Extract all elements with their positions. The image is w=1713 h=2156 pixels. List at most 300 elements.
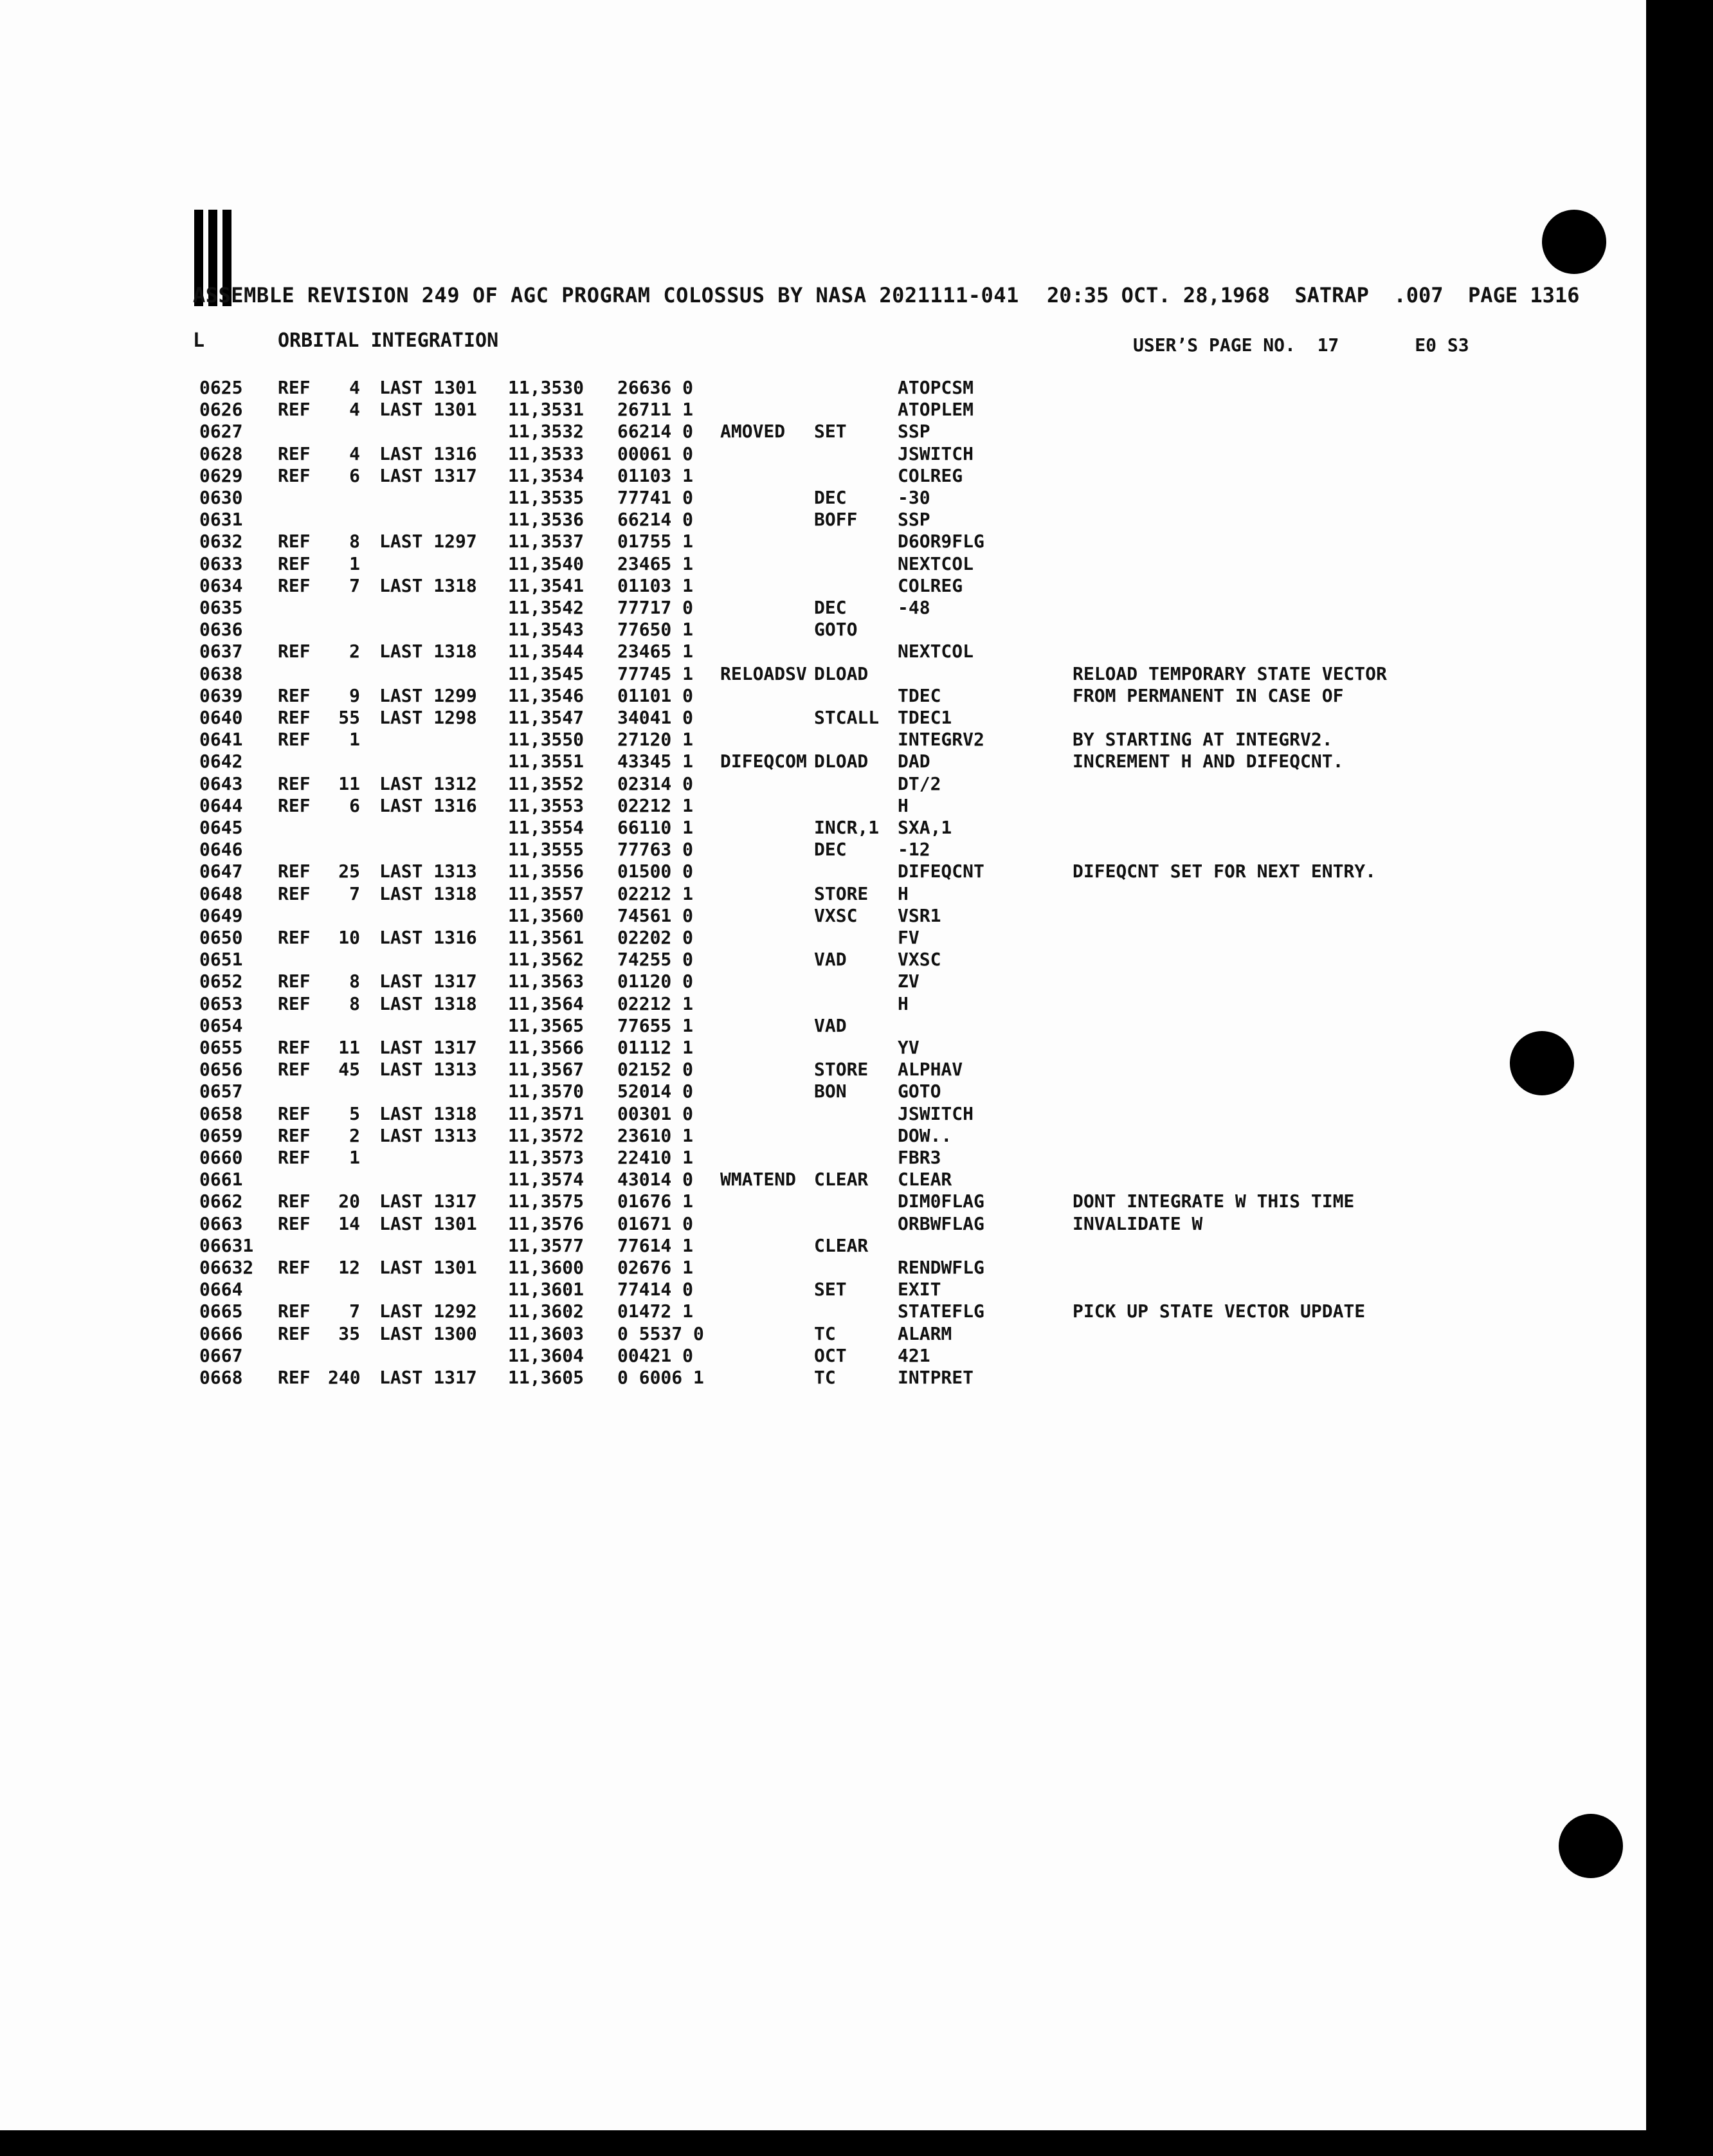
opcode: VAD — [814, 1014, 847, 1036]
listing-row — [0, 905, 1646, 927]
operand: COLREG — [898, 574, 963, 596]
address: 11,3553 — [508, 794, 585, 816]
line-number: 0654 — [199, 1014, 243, 1036]
line-number: 0633 — [199, 553, 243, 574]
punch-hole-bottom — [1559, 1814, 1623, 1878]
ref-marker: REF — [278, 729, 311, 751]
listing-row — [0, 707, 1646, 729]
address: 11,3600 — [508, 1257, 585, 1278]
listing-row — [0, 1015, 1646, 1037]
octal-word: 02212 1 — [617, 992, 694, 1014]
operand: SSP — [898, 509, 930, 531]
address: 11,3536 — [508, 509, 585, 531]
operand: TDEC1 — [898, 707, 952, 728]
ref-count: 11 — [338, 772, 360, 794]
ref-count: 8 — [349, 971, 360, 992]
octal-word: 66110 1 — [617, 817, 694, 838]
listing-row — [0, 619, 1646, 641]
address: 11,3575 — [508, 1191, 585, 1212]
operand: JSWITCH — [898, 443, 974, 464]
ref-count: 6 — [349, 464, 360, 486]
ref-count: 55 — [338, 707, 360, 728]
listing-row — [0, 465, 1646, 487]
label: AMOVED — [720, 421, 786, 443]
last-ref: LAST 1317 — [379, 1037, 477, 1058]
line-number: 0665 — [199, 1301, 243, 1322]
listing-row — [0, 883, 1646, 905]
ref-marker: REF — [278, 1102, 311, 1124]
line-number: 0662 — [199, 1191, 243, 1212]
listing-row — [0, 685, 1646, 707]
address: 11,3554 — [508, 817, 585, 838]
comment: DONT INTEGRATE W THIS TIME — [1073, 1191, 1355, 1212]
opcode: SET — [814, 421, 847, 443]
ref-marker: REF — [278, 684, 311, 706]
line-number: 06632 — [199, 1257, 254, 1278]
address: 11,3566 — [508, 1037, 585, 1058]
ref-count: 9 — [349, 684, 360, 706]
opcode: BON — [814, 1081, 847, 1102]
last-ref: LAST 1318 — [379, 574, 477, 596]
line-number: 0651 — [199, 949, 243, 971]
ref-count: 240 — [328, 1367, 361, 1388]
ref-marker: REF — [278, 1212, 311, 1234]
listing-row — [0, 1257, 1646, 1279]
ref-marker: REF — [278, 531, 311, 553]
last-ref: LAST 1318 — [379, 1102, 477, 1124]
listing-row — [0, 1301, 1646, 1322]
octal-word: 23465 1 — [617, 553, 694, 574]
ref-count: 25 — [338, 861, 360, 882]
address: 11,3547 — [508, 707, 585, 728]
octal-word: 34041 0 — [617, 707, 694, 728]
octal-word: 02202 0 — [617, 927, 694, 948]
last-ref: LAST 1316 — [379, 443, 477, 464]
comment: DIFEQCNT SET FOR NEXT ENTRY. — [1073, 861, 1377, 882]
listing-row — [0, 1213, 1646, 1235]
octal-word: 77763 0 — [617, 839, 694, 861]
address: 11,3576 — [508, 1212, 585, 1234]
last-ref: LAST 1298 — [379, 707, 477, 728]
octal-word: 43014 0 — [617, 1169, 694, 1191]
last-ref: LAST 1301 — [379, 1257, 477, 1278]
listing-row — [0, 377, 1646, 399]
listing-row — [0, 1279, 1646, 1301]
ref-count: 7 — [349, 574, 360, 596]
ref-marker: REF — [278, 1191, 311, 1212]
ref-count: 4 — [349, 443, 360, 464]
operand: STATEFLG — [898, 1301, 984, 1322]
last-ref: LAST 1313 — [379, 1059, 477, 1081]
address: 11,3563 — [508, 971, 585, 992]
line-number: 0646 — [199, 839, 243, 861]
octal-word: 43345 1 — [617, 751, 694, 772]
ref-marker: REF — [278, 464, 311, 486]
octal-word: 00301 0 — [617, 1102, 694, 1124]
octal-word: 77655 1 — [617, 1014, 694, 1036]
ref-count: 4 — [349, 377, 360, 398]
ref-count: 7 — [349, 882, 360, 904]
operand: JSWITCH — [898, 1102, 974, 1124]
octal-word: 01112 1 — [617, 1037, 694, 1058]
operand: 421 — [898, 1344, 930, 1366]
address: 11,3532 — [508, 421, 585, 443]
ref-marker: REF — [278, 707, 311, 728]
octal-word: 02212 1 — [617, 882, 694, 904]
listing-row — [0, 1191, 1646, 1212]
address: 11,3556 — [508, 861, 585, 882]
address: 11,3533 — [508, 443, 585, 464]
octal-word: 77741 0 — [617, 487, 694, 508]
listing-row — [0, 1367, 1646, 1389]
operand: NEXTCOL — [898, 641, 974, 662]
ref-marker: REF — [278, 377, 311, 398]
line-number: 0667 — [199, 1344, 243, 1366]
last-ref: LAST 1317 — [379, 1367, 477, 1388]
operand: H — [898, 882, 909, 904]
line-number: 0656 — [199, 1059, 243, 1081]
last-ref: LAST 1318 — [379, 992, 477, 1014]
ref-count: 1 — [349, 1147, 360, 1168]
last-ref: LAST 1313 — [379, 861, 477, 882]
octal-word: 01472 1 — [617, 1301, 694, 1322]
last-ref: LAST 1301 — [379, 399, 477, 421]
last-ref: LAST 1317 — [379, 971, 477, 992]
line-number: 0660 — [199, 1147, 243, 1168]
listing-row — [0, 509, 1646, 531]
ref-count: 5 — [349, 1102, 360, 1124]
address: 11,3603 — [508, 1322, 585, 1344]
opcode: DLOAD — [814, 662, 869, 684]
opcode: CLEAR — [814, 1169, 869, 1191]
operand: ZV — [898, 971, 920, 992]
octal-word: 23610 1 — [617, 1124, 694, 1146]
line-number: 0637 — [199, 641, 243, 662]
line-number: 0625 — [199, 377, 243, 398]
octal-word: 27120 1 — [617, 729, 694, 751]
listing-row — [0, 795, 1646, 817]
operand: H — [898, 992, 909, 1014]
label: WMATEND — [720, 1169, 797, 1191]
assembly-header: ASSEMBLE REVISION 249 OF AGC PROGRAM COLOSSUS BY NASA 2021111-041 — [193, 283, 1019, 307]
address: 11,3577 — [508, 1234, 585, 1256]
last-ref: LAST 1292 — [379, 1301, 477, 1322]
line-number: 0644 — [199, 794, 243, 816]
comment: PICK UP STATE VECTOR UPDATE — [1073, 1301, 1366, 1322]
ref-marker: REF — [278, 1301, 311, 1322]
listing-row — [0, 927, 1646, 949]
line-number: 0668 — [199, 1367, 243, 1388]
line-number: 0632 — [199, 531, 243, 553]
user-page-number: USER’S PAGE NO. 17 E0 S3 — [1133, 334, 1469, 356]
octal-word: 66214 0 — [617, 421, 694, 443]
listing-row — [0, 641, 1646, 662]
opcode: DLOAD — [814, 751, 869, 772]
ref-count: 2 — [349, 1124, 360, 1146]
line-number: 0638 — [199, 662, 243, 684]
line-number: 0647 — [199, 861, 243, 882]
comment: BY STARTING AT INTEGRV2. — [1073, 729, 1333, 751]
address: 11,3542 — [508, 597, 585, 618]
address: 11,3534 — [508, 464, 585, 486]
address: 11,3570 — [508, 1081, 585, 1102]
listing-row — [0, 663, 1646, 685]
line-number: 0664 — [199, 1279, 243, 1301]
listing-row — [0, 861, 1646, 882]
operand: NEXTCOL — [898, 553, 974, 574]
octal-word: 52014 0 — [617, 1081, 694, 1102]
octal-word: 01755 1 — [617, 531, 694, 553]
line-number: 0650 — [199, 927, 243, 948]
address: 11,3601 — [508, 1279, 585, 1301]
ref-count: 1 — [349, 553, 360, 574]
operand: -12 — [898, 839, 930, 861]
operand: VXSC — [898, 949, 941, 971]
address: 11,3550 — [508, 729, 585, 751]
opcode: INCR,1 — [814, 817, 880, 838]
ref-marker: REF — [278, 1037, 311, 1058]
last-ref: LAST 1299 — [379, 684, 477, 706]
listing-row — [0, 839, 1646, 861]
listing-row — [0, 1169, 1646, 1191]
last-ref: LAST 1316 — [379, 927, 477, 948]
octal-word: 01120 0 — [617, 971, 694, 992]
opcode: SET — [814, 1279, 847, 1301]
line-number: 0635 — [199, 597, 243, 618]
last-ref: LAST 1313 — [379, 1124, 477, 1146]
opcode: BOFF — [814, 509, 858, 531]
listing-row — [0, 443, 1646, 465]
line-number: 0639 — [199, 684, 243, 706]
label: DIFEQCOM — [720, 751, 807, 772]
operand: DIFEQCNT — [898, 861, 984, 882]
line-number: 0628 — [199, 443, 243, 464]
address: 11,3602 — [508, 1301, 585, 1322]
operand: DAD — [898, 751, 930, 772]
section-title: ORBITAL INTEGRATION — [278, 329, 499, 352]
section-marker: L — [193, 329, 205, 352]
opcode: DEC — [814, 487, 847, 508]
line-number: 06631 — [199, 1234, 254, 1256]
listing-row — [0, 1323, 1646, 1345]
operand: FV — [898, 927, 920, 948]
ref-count: 4 — [349, 399, 360, 421]
address: 11,3537 — [508, 531, 585, 553]
line-number: 0666 — [199, 1322, 243, 1344]
ref-count: 7 — [349, 1301, 360, 1322]
listing-row — [0, 531, 1646, 553]
listing-row — [0, 949, 1646, 971]
operand: SXA,1 — [898, 817, 952, 838]
octal-word: 23465 1 — [617, 641, 694, 662]
listing-row — [0, 971, 1646, 992]
opcode: VXSC — [814, 904, 858, 926]
line-number: 0645 — [199, 817, 243, 838]
operand: DOW.. — [898, 1124, 952, 1146]
last-ref: LAST 1301 — [379, 377, 477, 398]
ref-count: 1 — [349, 729, 360, 751]
ref-marker: REF — [278, 399, 311, 421]
octal-word: 77717 0 — [617, 597, 694, 618]
ref-marker: REF — [278, 927, 311, 948]
address: 11,3560 — [508, 904, 585, 926]
listing-row — [0, 553, 1646, 575]
ref-marker: REF — [278, 443, 311, 464]
comment: FROM PERMANENT IN CASE OF — [1073, 684, 1344, 706]
ref-marker: REF — [278, 1147, 311, 1168]
octal-word: 22410 1 — [617, 1147, 694, 1168]
opcode: STCALL — [814, 707, 880, 728]
address: 11,3552 — [508, 772, 585, 794]
line-number: 0661 — [199, 1169, 243, 1191]
opcode: DEC — [814, 597, 847, 618]
opcode: TC — [814, 1322, 836, 1344]
last-ref: LAST 1317 — [379, 464, 477, 486]
operand: SSP — [898, 421, 930, 443]
comment: INVALIDATE W — [1073, 1212, 1203, 1234]
listing-row — [0, 1103, 1646, 1125]
last-ref: LAST 1301 — [379, 1212, 477, 1234]
line-number: 0663 — [199, 1212, 243, 1234]
opcode: CLEAR — [814, 1234, 869, 1256]
octal-word: 02212 1 — [617, 794, 694, 816]
operand: RENDWFLG — [898, 1257, 984, 1278]
listing-row — [0, 421, 1646, 443]
ref-marker: REF — [278, 882, 311, 904]
line-number: 0627 — [199, 421, 243, 443]
operand: -30 — [898, 487, 930, 508]
last-ref: LAST 1318 — [379, 882, 477, 904]
octal-word: 26636 0 — [617, 377, 694, 398]
line-number: 0642 — [199, 751, 243, 772]
operand: FBR3 — [898, 1147, 941, 1168]
address: 11,3531 — [508, 399, 585, 421]
ref-marker: REF — [278, 861, 311, 882]
line-number: 0657 — [199, 1081, 243, 1102]
octal-word: 74255 0 — [617, 949, 694, 971]
operand: ALARM — [898, 1322, 952, 1344]
listing-row — [0, 1235, 1646, 1257]
ref-count: 8 — [349, 992, 360, 1014]
octal-word: 66214 0 — [617, 509, 694, 531]
address: 11,3530 — [508, 377, 585, 398]
operand: ALPHAV — [898, 1059, 963, 1081]
line-number: 0652 — [199, 971, 243, 992]
ref-count: 6 — [349, 794, 360, 816]
operand: ATOPLEM — [898, 399, 974, 421]
address: 11,3541 — [508, 574, 585, 596]
operand: TDEC — [898, 684, 941, 706]
address: 11,3572 — [508, 1124, 585, 1146]
listing-row — [0, 1147, 1646, 1169]
octal-word: 02676 1 — [617, 1257, 694, 1278]
address: 11,3567 — [508, 1059, 585, 1081]
address: 11,3562 — [508, 949, 585, 971]
operand: INTPRET — [898, 1367, 974, 1388]
octal-word: 0 6006 1 — [617, 1367, 704, 1388]
listing-row — [0, 751, 1646, 772]
octal-word: 77614 1 — [617, 1234, 694, 1256]
last-ref: LAST 1297 — [379, 531, 477, 553]
scan-border-right — [1646, 0, 1713, 2156]
ref-marker: REF — [278, 772, 311, 794]
ref-count: 20 — [338, 1191, 360, 1212]
ref-marker: REF — [278, 992, 311, 1014]
opcode: VAD — [814, 949, 847, 971]
ref-marker: REF — [278, 574, 311, 596]
label: RELOADSV — [720, 662, 807, 684]
line-number: 0630 — [199, 487, 243, 508]
line-number: 0658 — [199, 1102, 243, 1124]
listing-row — [0, 729, 1646, 751]
ref-count: 11 — [338, 1037, 360, 1058]
opcode: TC — [814, 1367, 836, 1388]
ref-marker: REF — [278, 1059, 311, 1081]
address: 11,3561 — [508, 927, 585, 948]
address: 11,3543 — [508, 619, 585, 641]
octal-word: 00421 0 — [617, 1344, 694, 1366]
operand: INTEGRV2 — [898, 729, 984, 751]
ref-count: 35 — [338, 1322, 360, 1344]
line-number: 0629 — [199, 464, 243, 486]
ref-count: 8 — [349, 531, 360, 553]
line-number: 0659 — [199, 1124, 243, 1146]
octal-word: 01676 1 — [617, 1191, 694, 1212]
opcode: STORE — [814, 882, 869, 904]
octal-word: 01500 0 — [617, 861, 694, 882]
address: 11,3557 — [508, 882, 585, 904]
octal-word: 77745 1 — [617, 662, 694, 684]
last-ref: LAST 1318 — [379, 641, 477, 662]
opcode: GOTO — [814, 619, 858, 641]
operand: GOTO — [898, 1081, 941, 1102]
ref-count: 10 — [338, 927, 360, 948]
last-ref: LAST 1317 — [379, 1191, 477, 1212]
octal-word: 01103 1 — [617, 464, 694, 486]
octal-word: 02152 0 — [617, 1059, 694, 1081]
octal-word: 02314 0 — [617, 772, 694, 794]
octal-word: 74561 0 — [617, 904, 694, 926]
ref-marker: REF — [278, 1257, 311, 1278]
octal-word: 01671 0 — [617, 1212, 694, 1234]
listing-row — [0, 487, 1646, 509]
address: 11,3604 — [508, 1344, 585, 1366]
punch-hole-top — [1542, 210, 1606, 274]
ref-marker: REF — [278, 553, 311, 574]
operand: DT/2 — [898, 772, 941, 794]
operand: D6OR9FLG — [898, 531, 984, 553]
ref-marker: REF — [278, 1124, 311, 1146]
line-number: 0634 — [199, 574, 243, 596]
operand: YV — [898, 1037, 920, 1058]
octal-word: 01103 1 — [617, 574, 694, 596]
octal-word: 77650 1 — [617, 619, 694, 641]
address: 11,3545 — [508, 662, 585, 684]
ref-marker: REF — [278, 1367, 311, 1388]
listing-row — [0, 1037, 1646, 1059]
comment: RELOAD TEMPORARY STATE VECTOR — [1073, 662, 1387, 684]
operand: CLEAR — [898, 1169, 952, 1191]
listing-row — [0, 597, 1646, 619]
line-number: 0653 — [199, 992, 243, 1014]
operand: ATOPCSM — [898, 377, 974, 398]
address: 11,3565 — [508, 1014, 585, 1036]
address: 11,3546 — [508, 684, 585, 706]
address: 11,3555 — [508, 839, 585, 861]
listing-row — [0, 1125, 1646, 1147]
address: 11,3574 — [508, 1169, 585, 1191]
operand: EXIT — [898, 1279, 941, 1301]
